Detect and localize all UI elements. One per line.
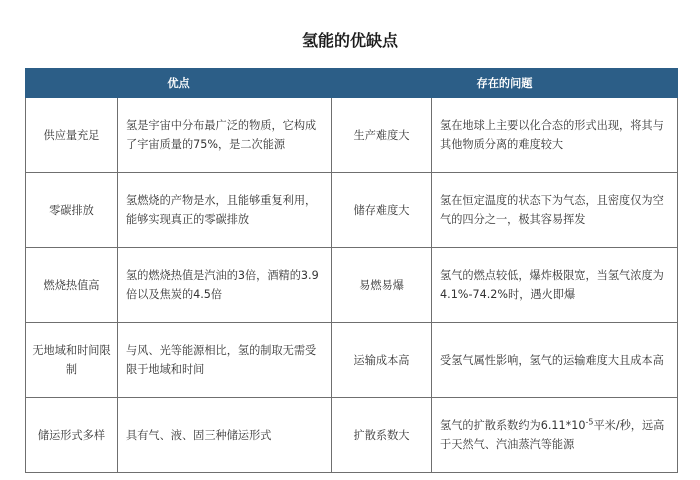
problem-text <box>432 398 678 473</box>
table-row <box>26 398 678 473</box>
table-row <box>26 323 678 398</box>
problem-text-part: 氢气的扩散系数约为6.11*10 <box>440 419 586 432</box>
problem-label: 扩散系数大 <box>332 398 432 473</box>
advantage-text: 与风、光等能源相比，氢的制取无需受限于地域和时间 <box>118 323 332 398</box>
problem-label: 运输成本高 <box>332 323 432 398</box>
table-row <box>26 173 678 248</box>
advantage-label: 零碳排放 <box>26 173 118 248</box>
problem-text: 氢在恒定温度的状态下为气态，且密度仅为空气的四分之一，极其容易挥发 <box>432 173 678 248</box>
advantage-text: 氢燃烧的产物是水，且能够重复利用，能够实现真正的零碳排放 <box>118 173 332 248</box>
problem-text: 氢气的燃点较低，爆炸极限宽，当氢气浓度为4.1%-74.2%时，遇火即爆 <box>432 248 678 323</box>
header-problems: 存在的问题 <box>332 69 678 98</box>
advantage-label: 燃烧热值高 <box>26 248 118 323</box>
problem-text: 氢在地球上主要以化合态的形式出现，将其与其他物质分离的难度较大 <box>432 98 678 173</box>
advantage-label: 无地域和时间限制 <box>26 323 118 398</box>
problem-text: 受氢气属性影响，氢气的运输难度大且成本高 <box>432 323 678 398</box>
problem-text-part: 平米/秒，远高于天然气、汽油蒸汽等能源 <box>440 419 665 451</box>
problem-label: 生产难度大 <box>332 98 432 173</box>
problem-label: 储存难度大 <box>332 173 432 248</box>
advantage-text: 氢是宇宙中分布最广泛的物质，它构成了宇宙质量的75%，是二次能源 <box>118 98 332 173</box>
pros-cons-table <box>25 68 678 473</box>
problem-label: 易燃易爆 <box>332 248 432 323</box>
table-row <box>26 98 678 173</box>
table-header-row <box>26 69 678 98</box>
advantage-text: 氢的燃烧热值是汽油的3倍，酒精的3.9倍以及焦炭的4.5倍 <box>118 248 332 323</box>
exponent: -5 <box>585 417 594 427</box>
advantage-label: 储运形式多样 <box>26 398 118 473</box>
table-title: 氢能的优缺点 <box>301 31 398 50</box>
advantage-label: 供应量充足 <box>26 98 118 173</box>
header-advantages: 优点 <box>26 69 332 98</box>
table-row <box>26 248 678 323</box>
advantage-text: 具有气、液、固三种储运形式 <box>118 398 332 473</box>
